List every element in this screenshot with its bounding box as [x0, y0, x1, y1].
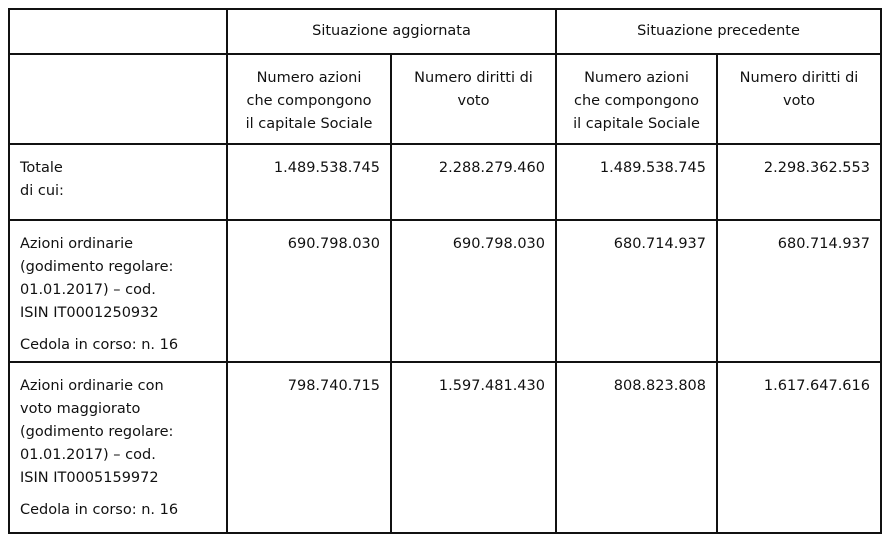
label-line: (godimento regolare:: [20, 424, 174, 440]
header-updated-shares: [227, 54, 391, 144]
header-previous-shares: [556, 54, 717, 144]
header-updated-votes: [391, 54, 556, 144]
previous-shares: 1.489.538.745: [556, 144, 717, 220]
previous-shares: 680.714.937: [556, 220, 717, 362]
header-previous-votes: [717, 54, 881, 144]
previous-votes: 2.298.362.553: [717, 144, 881, 220]
label-line: 01.01.2017) – cod.: [20, 282, 156, 298]
previous-shares: 808.823.808: [556, 362, 717, 533]
row-label: [9, 362, 227, 533]
table-row-increased-vote: [9, 362, 881, 533]
label-line: ISIN IT0005159972: [20, 470, 159, 486]
header-text: il capitale Sociale: [573, 116, 700, 132]
label-line: voto maggiorato: [20, 401, 141, 417]
updated-shares: 798.740.715: [227, 362, 391, 533]
label-line: Azioni ordinarie con: [20, 378, 164, 394]
updated-votes: 2.288.279.460: [391, 144, 556, 220]
empty-corner-cell: [9, 9, 227, 54]
updated-shares: 690.798.030: [227, 220, 391, 362]
header-text: voto: [782, 93, 815, 109]
row-label: [9, 144, 227, 220]
updated-shares: 1.489.538.745: [227, 144, 391, 220]
cedola-text: Cedola in corso: n. 16: [20, 502, 179, 518]
header-previous: Situazione precedente: [556, 9, 881, 54]
header-text: il capitale Sociale: [245, 116, 373, 132]
share-capital-table: [8, 8, 882, 534]
label-line: 01.01.2017) – cod.: [20, 447, 156, 463]
updated-votes: 1.597.481.430: [391, 362, 556, 533]
header-text: Numero azioni: [256, 70, 362, 86]
header-row-columns: [9, 54, 881, 144]
previous-votes: 680.714.937: [717, 220, 881, 362]
header-text: voto: [457, 93, 490, 109]
header-text: che compongono: [246, 93, 372, 109]
cedola-text: Cedola in corso: n. 16: [20, 337, 179, 353]
header-row-groups: [9, 9, 881, 54]
label-line: di cui:: [20, 183, 64, 199]
header-updated: Situazione aggiornata: [227, 9, 556, 54]
updated-votes: 690.798.030: [391, 220, 556, 362]
header-text: che compongono: [573, 93, 700, 109]
table-row-ordinary: [9, 220, 881, 362]
label-line: (godimento regolare:: [20, 259, 174, 275]
header-text: Numero diritti di: [739, 70, 859, 86]
label-line: Azioni ordinarie: [20, 236, 134, 252]
empty-cell: [9, 54, 227, 144]
previous-votes: 1.617.647.616: [717, 362, 881, 533]
label-line: ISIN IT0001250932: [20, 305, 159, 321]
header-text: Numero diritti di: [414, 70, 533, 86]
row-label: [9, 220, 227, 362]
label-line: Totale: [20, 160, 63, 176]
header-text: Numero azioni: [584, 70, 689, 86]
table-row-total: [9, 144, 881, 220]
